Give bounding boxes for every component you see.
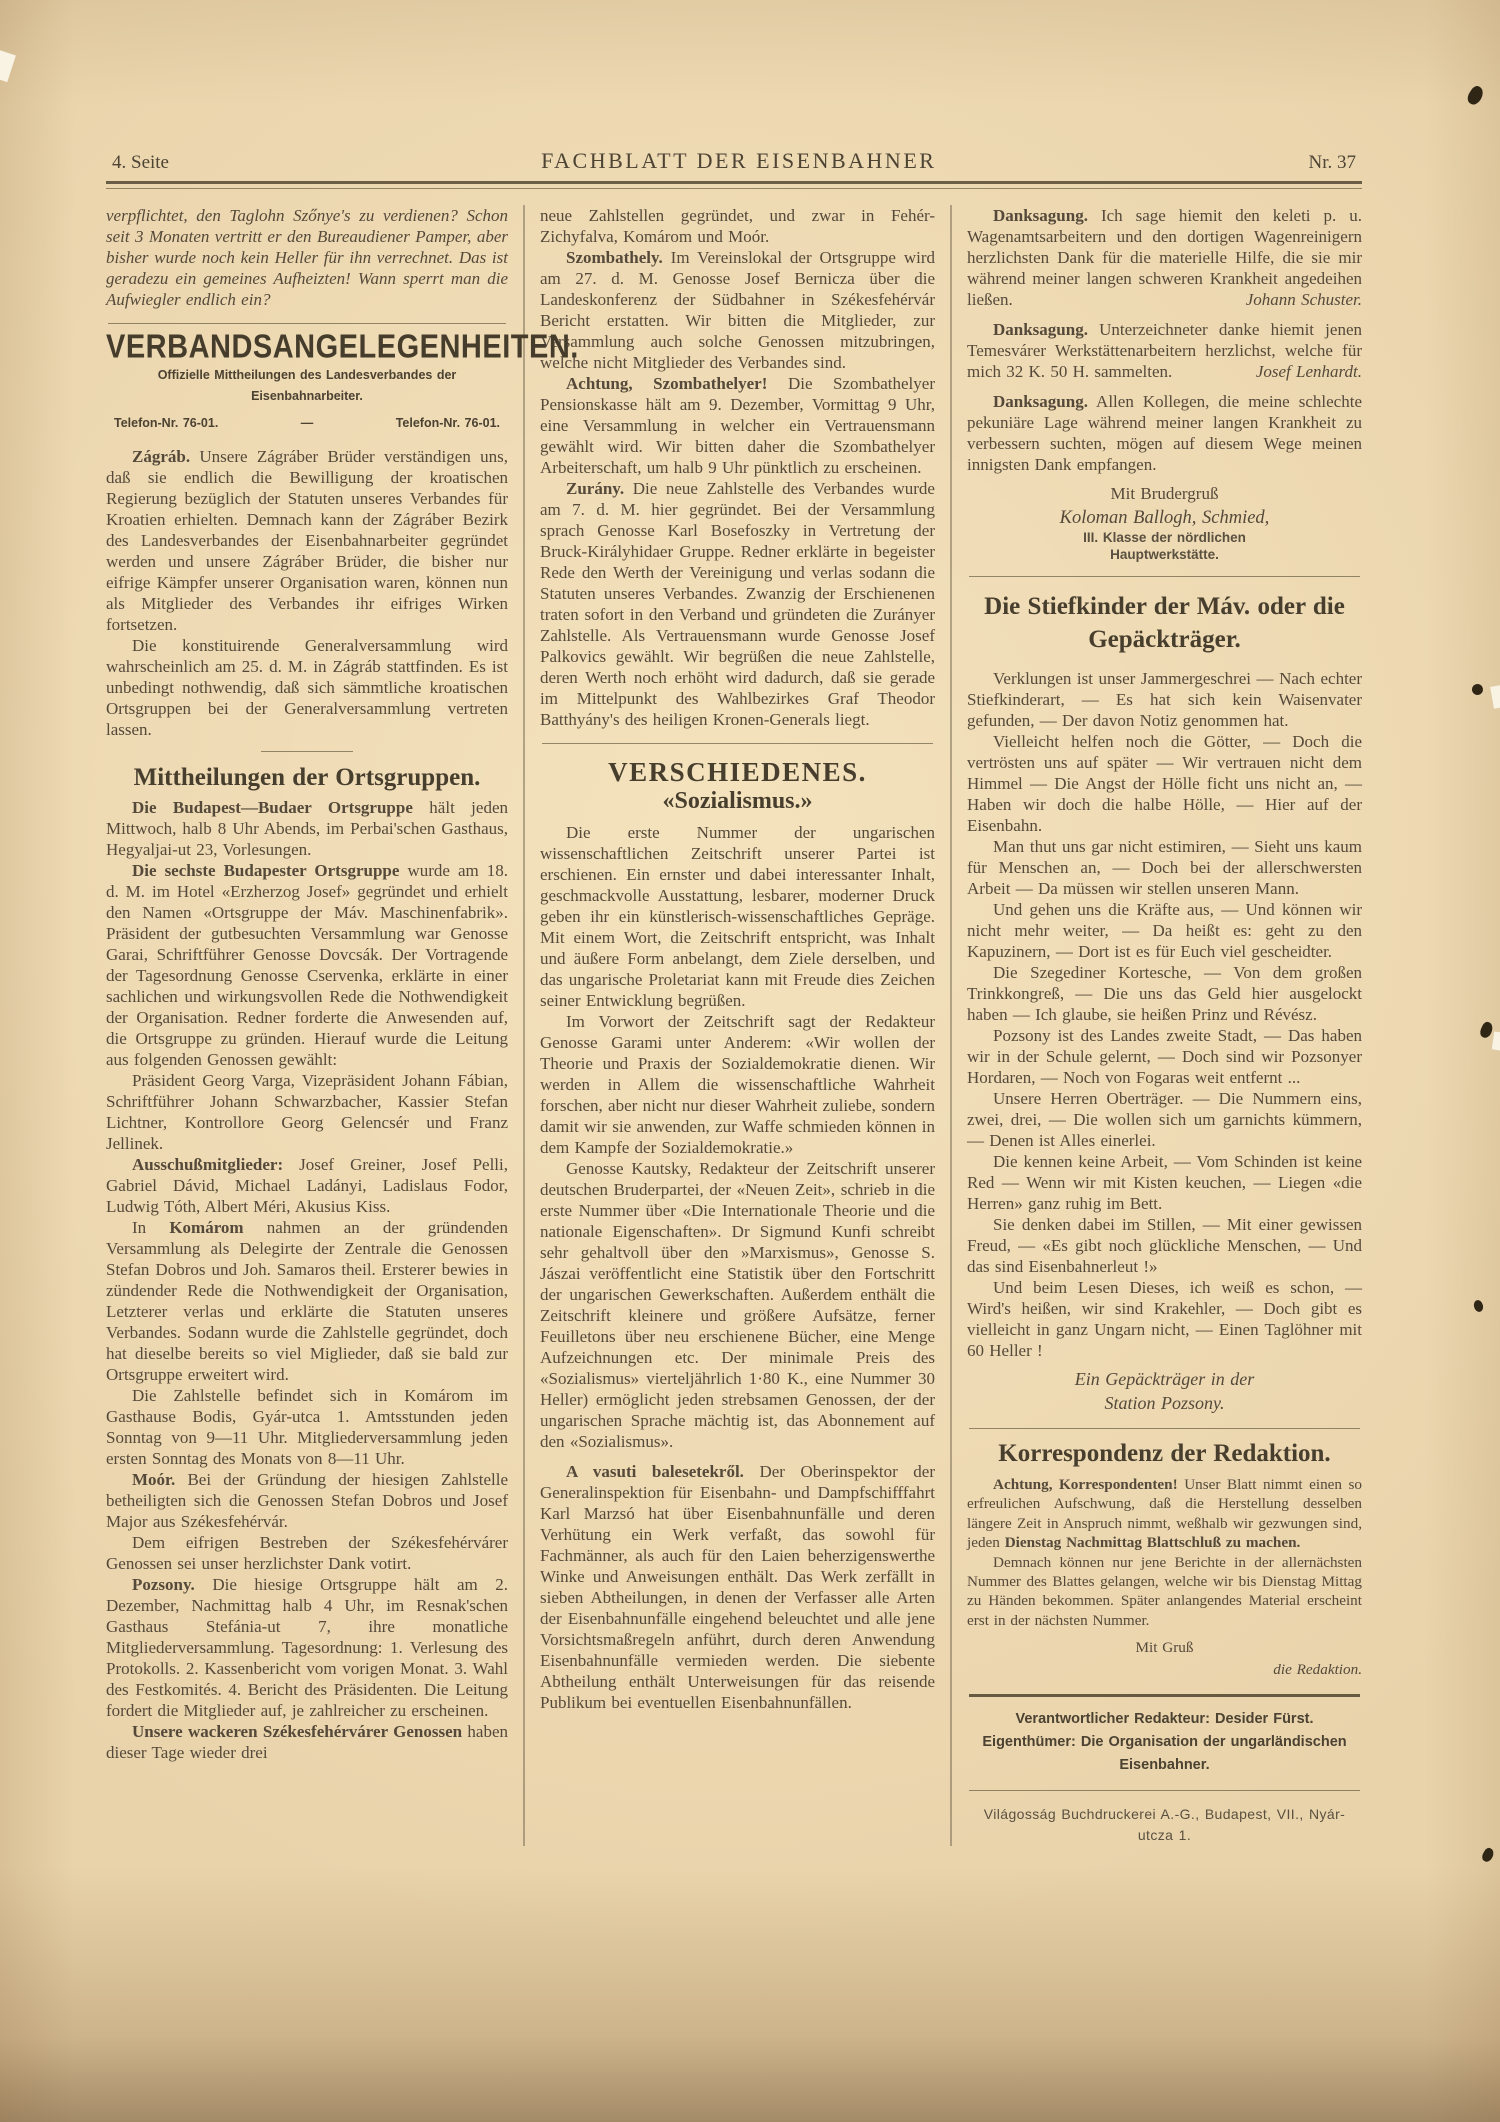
paragraph: Genosse Kautsky, Redakteur der Zeitschrift unserer deutschen Bruderpartei, der «Neuen Zeit», schrieb in die erste Nummer über «Die Internationale Theorie und die nationale Eigenschaften». Dr Sigmund Kunfi schreibt sehr gehaltvoll über den »Marxismus», Genosse S. Jászai veröffentlicht eine Statistik über den Fortschritt der ungarischen Gewerkschaften. Außerdem enthält die Zeitschrift kleinere und größere Aufsätze, ferner Feuilletons über neu erschienene Bücher, eine Menge Aufzeichnungen etc. Der minimale Preis des «Sozialismus» vierteljährlich 1·80 K., eine Nummer 30 Heller) ermöglicht jeden strebsamen Genossen, der der ungarischen Sprache mächtig ist, das Abonnement auf den «Sozialismus». [540, 1159, 935, 1451]
ink-speck [1471, 683, 1484, 696]
paragraph-body: nahmen an der gründenden Versammlung als Delegirte der Zentrale die Genossen Stefan Dobros und Joh. Samaros theil. Ersterer bewies in zündender Rede die Nothwendigkeit der Organisation, Letzterer verlas und erklärte die Statuten unseres Verbandes. Sodann wurde die Zahlstelle gegründet, doch hat dieselbe bereits so viel Miglieder, daß sie bald zur Ortsgruppe erweitert wird. [106, 1218, 508, 1384]
ink-speck [1465, 84, 1486, 107]
paragraph [540, 373, 935, 478]
paragraph [106, 1154, 508, 1217]
paragraph-lead: Achtung, Szombathelyer! [566, 374, 768, 393]
paragraph-body: Die neue Zahlstelle des Verbandes wurde am 7. d. M. hier gegründet. Bei der Versammlung sprach Genosse Karl Bosefoszky in Vertretung der Bruck-Királyhidaer Gruppe. Redner erklärte in begeister Rede den Werth der Vereinigung und verlas sodann die Statuten unseres Verbandes. Zwanzig der Erschienenen traten sofort in den Verband und gründeten die Zurányer Zahlstelle. Als Vertrauensmann wurde Genosse Josef Palkovics gewählt. Wir begrüßen die neue Zahlstelle, deren Werth noch erhöht wird dadurch, daß sie gerade im Mittelpunkt des Wahlbezirkes Graf Theodor Batthyány's des heiligen Kronen-Generals liegt. [540, 479, 935, 729]
paragraph [540, 1461, 935, 1713]
poem-signature [967, 1367, 1362, 1415]
paragraph [967, 1475, 1362, 1553]
signature: Johann Schuster. [1245, 290, 1362, 309]
paragraph-body: Unterzeichneter danke hiemit jenen Temesvárer Werkstättenarbeitern herzlichst, welche für mich 32 K. 50 H. sammelten. [967, 320, 1362, 381]
paragraph-lead: Komárom [169, 1218, 244, 1237]
imprint-label: Verantwortlicher Redakteur: [1015, 1711, 1210, 1728]
signature-detail: Hauptwerkstätte. [1110, 547, 1219, 562]
paper-nick [1492, 1031, 1500, 1050]
telefon-number-left: Telefon-Nr. 76-01. [114, 416, 219, 430]
article-title-line2: Gepäckträger. [1088, 626, 1241, 653]
poem-verse: Vielleicht helfen noch die Götter, — Doch die vertrösten uns auf später — Wir vertrauen nicht dem Himmel — Die Angst der Hölle ficht uns nicht an, — Haben wir doch die halbe Hölle, — Hier auf der Eisenbahn. [967, 732, 1362, 835]
masthead-rule [106, 181, 1362, 189]
paragraph-emphasis: Dienstag Nachmittag Blattschluß zu machen. [1004, 1534, 1301, 1552]
paragraph [540, 247, 935, 373]
poem-verse: Man thut uns gar nicht estimiren, — Sieht uns kaum für Menschen an, — Doch bei der allerschwersten Arbeit — Da müssen wir stellen unseren Mann. [967, 837, 1362, 898]
paragraph: Demnach können nur jene Berichte in der allernächsten Nummer des Blattes gelangen, welche wir bis Dienstag Mittag zu Händen bekommen. Später anlangendes Material erscheint erst in der nächsten Nummer. [967, 1553, 1362, 1629]
printer-rule [969, 1790, 1360, 1791]
imprint [967, 1708, 1362, 1777]
paragraph-lead: Ausschußmitglieder: [132, 1155, 284, 1174]
imprint-owner-name: Die Organisation der ungarländischen Eisenbahner. [1080, 1734, 1347, 1774]
short-divider [261, 751, 353, 752]
paragraph-lead: Danksagung. [993, 320, 1088, 339]
section-divider [969, 1428, 1360, 1429]
greeting-line: Mit Brudergruß [1110, 484, 1219, 503]
ink-speck [1478, 1020, 1495, 1039]
poem-verse: Verklungen ist unser Jammergeschrei — Nach echter Stiefkinderart, — Es hat sich kein Waisenvater gefunden, — Der davon Notiz genommen hat. [967, 669, 1362, 730]
telefon-dash: — [300, 416, 314, 430]
article-title-sozialismus: «Sozialismus.» [662, 788, 813, 814]
section-title-verschiedenes: VERSCHIEDENES. [608, 757, 867, 787]
greeting-line: Mit Gruß [1135, 1639, 1194, 1657]
poem-verse: Und gehen uns die Kräfte aus, — Und können wir nicht mehr weiter, — Da heißt es: geht zu den Kapuzinern, — Dort ist es für Euch viel gescheidter. [967, 900, 1362, 961]
column-2 [523, 205, 935, 1846]
paragraph-body: Im Vereinslokal der Ortsgruppe wird am 27. d. M. Genosse Josef Bernicza über die Landeskonferenz der Südbahner in Székesfehérvár Bericht erstatten. Wir bitten die Mitglieder, zur Versammlung auch solche Genossen mitzubringen, welche nicht Mitglieder des Verbandes sind. [540, 248, 935, 372]
poem-signature-line1: Ein Gepäckträger in der [1074, 1369, 1255, 1389]
paragraph: Dem eifrigen Bestreben der Székesfehérvárer Genossen sei unser herzlichster Dank votirt. [106, 1533, 508, 1573]
paragraph-lead: Moór. [132, 1470, 176, 1489]
signature-name: Koloman Ballogh, Schmied, [1059, 508, 1270, 528]
imprint-label: Eigenthümer: [982, 1734, 1076, 1751]
imprint-editor-name: Desider Fürst. [1214, 1711, 1314, 1728]
section-subtitle: Offizielle Mittheilungen des Landesverbandes der Eisenbahnarbeiter. [157, 368, 457, 403]
paragraph-danksagung [967, 319, 1362, 382]
paragraph [106, 797, 508, 860]
section-divider [108, 323, 506, 324]
paper-nick [0, 50, 16, 82]
paragraph-body: Bei der Gründung der hiesigen Zahlstelle betheiligten sich die Genossen Stefan Dobros und Josef Major aus Székesfehérvár. [106, 1470, 508, 1531]
section-title-korrespondenz: Korrespondenz der Redaktion. [998, 1440, 1331, 1467]
ink-speck [1480, 1846, 1496, 1863]
signature-detail: III. Klasse der nördlichen [1083, 530, 1246, 545]
column-3 [950, 205, 1362, 1846]
paragraph-lead: Pozsony. [132, 1575, 195, 1594]
paragraph-body: haben dieser Tage wieder drei [106, 1722, 508, 1762]
column-1 [106, 205, 579, 1846]
paragraph-body: Ich sage hiemit den keleti p. u. Wagenamtsarbeitern und den dortigen Wagenreinigern herzlichsten Dank für die materielle Hilfe, die sie mir während meiner langen schweren Krankheit angedeihen ließen. [967, 206, 1362, 309]
telefon-row [106, 413, 508, 434]
poem-verse: Die kennen keine Arbeit, — Vom Schinden ist keine Red — Wenn wir mit Kisten keuchen, — Liegen «die Herren» ganz ruhig im Bett. [967, 1152, 1362, 1213]
paragraph-lead: Danksagung. [993, 392, 1088, 411]
newspaper-title: FACHBLATT DER EISENBAHNER [541, 148, 937, 173]
paragraph-lead: Zurány. [566, 479, 625, 498]
paragraph [106, 1721, 508, 1763]
paragraph [106, 1574, 508, 1721]
paragraph-lead: Szombathely. [566, 248, 663, 267]
paragraph: Im Vorwort der Zeitschrift sagt der Redakteur Genosse Garami unter Anderem: «Wir wollen der Theorie und Praxis der Sozialdemokratie dienen. Wir werden in Allem die wissenschaftliche Wahrheit forschen, aber nicht nur dieser Wahrheit zuliebe, sondern damit wir sie anwenden, zur Waffe schmieden können in dem Kampfe der Sozialdemokratie.» [540, 1012, 935, 1157]
paper-nick [1490, 685, 1500, 708]
paragraph-body: Die Szombathelyer Pensionskasse hält am 9. Dezember, Vormittag 9 Uhr, eine Versammlung in welcher ein Vertrauensmann gewählt wird. Wir bitten daher die Szombathelyer Arbeiterschaft, um halb 9 Uhr pünktlich zu erscheinen. [540, 374, 935, 477]
paragraph [106, 446, 508, 635]
paragraph-body: hält jeden Mittwoch, halb 8 Uhr Abends, im Perbai'schen Gasthaus, Hegyaljai-ut 23, Vorlesungen. [106, 798, 508, 859]
article-title-line1: Die Stiefkinder der Máv. oder die [984, 593, 1345, 620]
paragraph-lead: Danksagung. [993, 206, 1088, 225]
paragraph [106, 1469, 508, 1532]
paragraph-danksagung [967, 391, 1362, 475]
paragraph-body: Die hiesige Ortsgruppe hält am 2. Dezember, Nachmittag halb 4 Uhr, im Resnak'schen Gasthaus Stefánia-ut 7, ihre monatliche Mitgliederversammlung. Tagesordnung: 1. Verlesung des Protokolls. 2. Kassenbericht vom vorigen Monat. 3. Wahl des Festkomités. 4. Bericht des Präsidenten. Die Leitung fordert die Mitglieder auf, je zahlreicher zu erscheinen. [106, 1575, 508, 1720]
imprint-rule [969, 1694, 1360, 1697]
printer-line: Világosság Buchdruckerei A.-G., Budapest, VII., Nyár-utcza 1. [983, 1806, 1346, 1844]
ink-speck [1473, 1299, 1485, 1313]
paragraph-body: Der Oberinspektor der Generalinspektion für Eisenbahn- und Dampfschifffahrt Karl Marzsó hat über Eisenbahnunfälle und deren Verhütung ein Werk verfaßt, das sowohl für Fachmänner, als auch für den Laien beherzigenswerthe Winke und Anweisungen enthält. Das Werk zerfällt in sieben Abtheilungen, in denen der Verfasser alle Arten der Eisenbahnunfälle eingehend beleuchtet und alle jene Vorsichtsmaßregeln anführt, durch deren Anwendung Eisenbahnunfälle vermieden werden. Die siebente Abtheilung enthält Unterweisungen für das reisende Publikum bei eventuellen Eisenbahnunfällen. [540, 1462, 935, 1712]
paragraph-body: Unsere Zágráber Brüder verständigen uns, daß sie endlich die Bewilligung der kroatischen Regierung bezüglich der Statuten unseres Verbandes für Kroatien erhielten. Demnach kann der Zágráber Bezirk des Landesverbandes der Eisenbahnarbeiter gegründet werden und unsere Zágráber Brüder, die bisher nur eifrige Kämpfer unserer Organisation waren, können nun als Mitglieder des Verbandes ihr eifriges Wirken fortsetzen. [106, 447, 508, 634]
poem-verse: Pozsony ist des Landes zweite Stadt, — Das haben wir in der Schule gelernt, — Doch sind wir Pozsonyer Hordaren, — Noch von Fogaras weit entfernt ... [967, 1026, 1362, 1087]
poem-verse: Und beim Lesen Dieses, ich weiß es schon, — Wird's heißen, wir sind Krakehler, — Doch gibt es vielleicht in ganz Ungarn nicht, — Einen Taglöhner mit 60 Heller ! [967, 1278, 1362, 1360]
paragraph-danksagung [967, 205, 1362, 310]
issue-number: Nr. 37 [1308, 152, 1356, 173]
paragraph [540, 478, 935, 730]
column-layout [106, 205, 1362, 1846]
section-divider [542, 743, 933, 744]
paragraph-lead: Zágráb. [132, 447, 191, 466]
section-title-ortsgruppen: Mittheilungen der Ortsgruppen. [133, 764, 481, 791]
section-title-verbandsangelegenheiten: VERBANDSANGELEGENHEITEN. [106, 328, 579, 366]
paragraph-lead: Achtung, Korrespondenten! [993, 1476, 1178, 1493]
poem-verse: Die Szegediner Kortesche, — Von dem großen Trinkkongreß, — Die uns das Geld hier ausgelockt haben — Ich glaube, sie heißen Prinz und Révész. [967, 963, 1362, 1024]
poem-signature-line2: Station Pozsony. [1104, 1393, 1225, 1413]
paragraph: verpflichtet, den Taglohn Szőnye's zu verdienen? Schon seit 3 Monaten vertritt er den Bureaudiener Pamper, aber bisher wurde noch kein Heller für ihn verrechnet. Das ist geradezu ein gemeines Aufheizten! Wann sperrt man die Aufwiegler endlich ein? [106, 206, 508, 309]
paragraph: Präsident Georg Varga, Vizepräsident Johann Fábian, Schriftführer Johann Schwarzbacher, Kassier Stefan Lichtner, Kontrollore Georg Gelencsér und Franz Jellinek. [106, 1071, 508, 1153]
signature: Josef Lenhardt. [1255, 362, 1362, 381]
page-content [106, 148, 1362, 1846]
article-title-stiefkinder [967, 590, 1362, 656]
paragraph [106, 1217, 508, 1385]
paragraph-lead: Die sechste Budapester Ortsgruppe [132, 861, 400, 880]
page-number-label: 4. Seite [112, 152, 169, 173]
masthead [106, 148, 1362, 181]
redaktion-signature: die Redaktion. [1273, 1660, 1362, 1678]
paragraph-body: wurde am 18. d. M. im Hotel «Erzherzog Josef» gegründet und erhielt den Namen «Ortsgruppe der Máv. Maschinenfabrik». Präsident der gutbesuchten Versammlung war Genosse Garai, Schriftführer Genosse Dovcsák. Der Vortragende der Tagesordnung Genosse Cservenka, erklärte in einer sachlichen und wirkungsvollen Rede die Nothwendigkeit der Organisation. Redner forderte die Anwesenden auf, die Ortsgruppe zu gründen. Hierauf wurde die Leitung aus folgenden Genossen gewählt: [106, 861, 508, 1069]
paragraph-body: Unser Blatt nimmt einen so erfreulichen Aufschwung, daß die Herstellung desselben längere Zeit in Anspruch nimmt, weßhalb wir gezwungen sind, jeden [967, 1476, 1362, 1552]
paragraph: Die Zahlstelle befindet sich in Komárom im Gasthause Bodis, Gyár-utca 1. Amtsstunden jeden Sonntag von 9—11 Uhr. Mitgliederversammlung jeden ersten Sonntag des Monats von 8—11 Uhr. [106, 1386, 508, 1468]
poem-verse: Sie denken dabei im Stillen, — Mit einer gewissen Freud, — «Es gibt noch glückliche Menschen, — Und das sind Eisenbahnerleut !» [967, 1215, 1362, 1276]
paragraph: Die konstituirende Generalversammlung wird wahrscheinlich am 25. d. M. in Zágráb stattfinden. Es ist unbedingt nothwendig, daß sich sämmtliche kroatischen Ortsgruppen bei der Generalversammlung vertreten lassen. [106, 636, 508, 739]
paragraph-body: Josef Greiner, Josef Pelli, Gabriel Dávid, Michael Ladányi, Ladislaus Fodor, Ludwig Tóth, Albert Méri, Akusius Kiss. [106, 1155, 508, 1216]
telefon-number-right: Telefon-Nr. 76-01. [395, 416, 500, 430]
paragraph-body: Allen Kollegen, die meine schlechte pekuniäre Lage während meiner langen Krankheit zu verbessern suchten, mögen auf diesem Wege meinen innigsten Dank empfangen. [967, 392, 1362, 474]
paragraph [106, 860, 508, 1070]
poem-verse: Unsere Herren Oberträger. — Die Nummern eins, zwei, drei, — Die wollen sich um garnichts kümmern, — Denen ist Alles einerlei. [967, 1089, 1362, 1150]
section-divider [969, 576, 1360, 577]
paragraph-lead: Die Budapest—Budaer Ortsgruppe [132, 798, 413, 817]
paragraph: Die erste Nummer der ungarischen wissenschaftlichen Zeitschrift unserer Partei ist erschienen. Ein ernster und dabei interessanter Inhalt, geschmackvolle Ausstattung, lesbarer, moderner Druck geben ihr ein künstlerisch-wissenschaftliches Gepräge. Mit einem Wort, die Zeitschrift entspricht, was Inhalt und äußere Form anbelangt, dem Ziele derselben, und das ungarische Proletariat kann mit Freude dies Zeichen seiner Entwicklung begrüßen. [540, 823, 935, 1010]
paragraph: neue Zahlstellen gegründet, und zwar in Fehér-Zichyfalva, Komárom und Moór. [540, 206, 935, 246]
paragraph-pre: In [132, 1218, 147, 1237]
paragraph-lead: A vasuti balesetekről. [566, 1462, 744, 1481]
paragraph-lead: Unsere wackeren Székesfehérvárer Genossen [132, 1722, 463, 1741]
